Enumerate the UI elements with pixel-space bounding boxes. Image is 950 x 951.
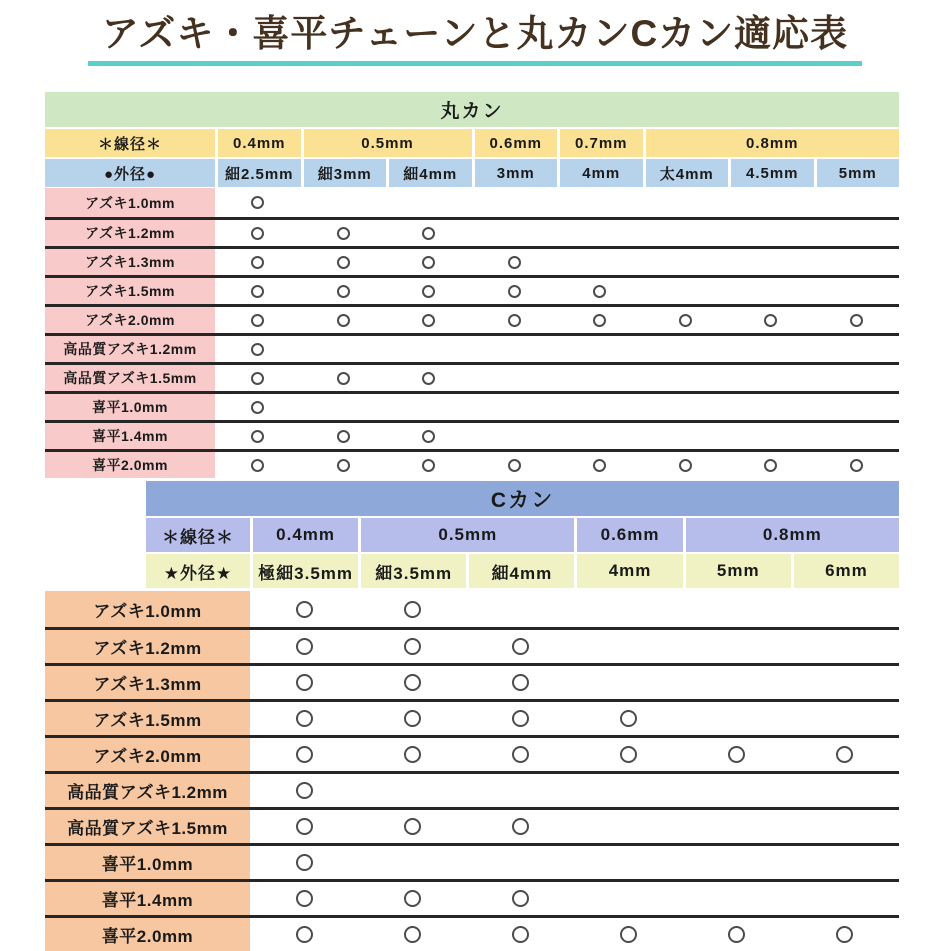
row-label: アズキ2.0mm (45, 738, 250, 771)
compat-cell (250, 702, 358, 735)
wire-size-header: 0.8mm (683, 518, 899, 552)
circle-mark-icon (404, 710, 421, 727)
outer-diameter-header: 6mm (791, 554, 899, 588)
wire-diameter-label: ＊線径＊ (45, 129, 215, 157)
circle-mark-icon (404, 818, 421, 835)
compat-cell (472, 307, 558, 333)
circle-mark-icon (512, 746, 529, 763)
compat-cell (814, 394, 900, 420)
row-label: 喜平1.0mm (45, 394, 215, 420)
circle-mark-icon (296, 818, 313, 835)
circle-mark-icon (296, 638, 313, 655)
compat-cell (472, 278, 558, 304)
wire-size-header: 0.5mm (358, 518, 574, 552)
ckan-table-title: Cカン (146, 481, 899, 516)
compat-cell (386, 336, 472, 362)
compat-cell (472, 365, 558, 391)
row-label: 喜平1.4mm (45, 882, 250, 915)
compat-cell (472, 394, 558, 420)
circle-mark-icon (296, 890, 313, 907)
compat-cell (683, 666, 791, 699)
circle-mark-icon (296, 710, 313, 727)
circle-mark-icon (251, 430, 264, 443)
compat-cell (386, 188, 472, 217)
circle-mark-icon (508, 256, 521, 269)
compat-cell (472, 249, 558, 275)
outer-diameter-label: ★外径★ (146, 554, 250, 588)
compat-cell (215, 423, 301, 449)
wire-size-header: 0.7mm (557, 129, 643, 157)
compat-cell (250, 774, 358, 807)
compat-cell (643, 220, 729, 246)
compat-cell (643, 394, 729, 420)
compat-cell (466, 666, 574, 699)
circle-mark-icon (337, 459, 350, 472)
outer-diameter-header: 4mm (574, 554, 682, 588)
circle-mark-icon (337, 285, 350, 298)
compat-cell (466, 774, 574, 807)
compat-cell (215, 365, 301, 391)
table-row (45, 391, 899, 420)
table-row (45, 420, 899, 449)
compat-cell (466, 630, 574, 663)
compat-cell (643, 452, 729, 478)
circle-mark-icon (508, 459, 521, 472)
compat-cell (791, 774, 899, 807)
compat-cell (643, 188, 729, 217)
compat-cell (643, 249, 729, 275)
compat-cell (250, 882, 358, 915)
compat-cell (728, 220, 814, 246)
row-label: アズキ1.5mm (45, 278, 215, 304)
compat-cell (728, 307, 814, 333)
row-label: 喜平2.0mm (45, 918, 250, 951)
compat-cell (814, 249, 900, 275)
circle-mark-icon (728, 926, 745, 943)
compat-cell (557, 249, 643, 275)
compat-cell (215, 188, 301, 217)
circle-mark-icon (620, 926, 637, 943)
compat-cell (301, 188, 387, 217)
compat-cell (574, 774, 682, 807)
compat-cell (215, 307, 301, 333)
circle-mark-icon (404, 746, 421, 763)
row-label: アズキ1.0mm (45, 591, 250, 627)
compat-cell (301, 336, 387, 362)
compat-cell (215, 394, 301, 420)
ckan-table-body (45, 591, 899, 951)
compat-cell (683, 918, 791, 951)
row-label: アズキ1.3mm (45, 666, 250, 699)
compat-cell (301, 220, 387, 246)
circle-mark-icon (337, 430, 350, 443)
compat-cell (250, 630, 358, 663)
circle-mark-icon (679, 459, 692, 472)
circle-mark-icon (337, 314, 350, 327)
compat-cell (301, 452, 387, 478)
compat-cell (791, 702, 899, 735)
compat-cell (386, 452, 472, 478)
compat-cell (557, 452, 643, 478)
row-label: アズキ1.0mm (45, 188, 215, 217)
row-label: アズキ2.0mm (45, 307, 215, 333)
compat-cell (215, 278, 301, 304)
compat-cell (728, 188, 814, 217)
row-label: 高品質アズキ1.5mm (45, 810, 250, 843)
compat-cell (791, 918, 899, 951)
compat-cell (728, 278, 814, 304)
circle-mark-icon (422, 227, 435, 240)
compat-cell (466, 702, 574, 735)
compat-cell (728, 423, 814, 449)
compat-cell (728, 365, 814, 391)
compat-cell (791, 738, 899, 771)
compat-cell (466, 846, 574, 879)
circle-mark-icon (251, 343, 264, 356)
wire-size-header: 0.8mm (643, 129, 900, 157)
circle-mark-icon (422, 285, 435, 298)
compat-cell (301, 307, 387, 333)
table-row (45, 246, 899, 275)
row-label: 高品質アズキ1.2mm (45, 774, 250, 807)
table-row (45, 217, 899, 246)
circle-mark-icon (404, 638, 421, 655)
table-row (45, 449, 899, 478)
circle-mark-icon (337, 256, 350, 269)
compat-cell (358, 591, 466, 627)
circle-mark-icon (296, 601, 313, 618)
compat-cell (683, 702, 791, 735)
row-label: アズキ1.3mm (45, 249, 215, 275)
compat-cell (466, 738, 574, 771)
circle-mark-icon (728, 746, 745, 763)
table-row (45, 735, 899, 771)
compat-cell (301, 394, 387, 420)
compat-cell (386, 307, 472, 333)
ckan-table-header (146, 481, 899, 588)
compat-cell (250, 666, 358, 699)
circle-mark-icon (836, 746, 853, 763)
compat-cell (814, 336, 900, 362)
compat-cell (466, 810, 574, 843)
compat-cell (301, 365, 387, 391)
compat-cell (215, 336, 301, 362)
circle-mark-icon (593, 285, 606, 298)
compat-cell (791, 666, 899, 699)
marukan-table-header (45, 92, 899, 187)
compat-cell (574, 918, 682, 951)
compat-cell (791, 846, 899, 879)
compat-cell (472, 220, 558, 246)
compat-cell (814, 423, 900, 449)
wire-size-header: 0.6mm (574, 518, 682, 552)
compat-cell (386, 249, 472, 275)
outer-diameter-header: 細4mm (466, 554, 574, 588)
compat-cell (557, 307, 643, 333)
outer-diameter-header: 太4mm (643, 159, 729, 187)
outer-diameter-header: 細4mm (386, 159, 472, 187)
compat-cell (728, 394, 814, 420)
circle-mark-icon (508, 314, 521, 327)
outer-diameter-header: 3mm (472, 159, 558, 187)
circle-mark-icon (764, 314, 777, 327)
circle-mark-icon (512, 674, 529, 691)
outer-diameter-header: 4.5mm (728, 159, 814, 187)
compat-cell (472, 188, 558, 217)
compat-cell (643, 365, 729, 391)
compat-cell (683, 810, 791, 843)
compat-cell (728, 452, 814, 478)
compat-cell (574, 630, 682, 663)
circle-mark-icon (512, 890, 529, 907)
table-row (45, 807, 899, 843)
page-header (0, 12, 950, 66)
row-label: 喜平2.0mm (45, 452, 215, 478)
row-label: アズキ1.5mm (45, 702, 250, 735)
compat-cell (814, 278, 900, 304)
circle-mark-icon (251, 372, 264, 385)
circle-mark-icon (404, 926, 421, 943)
table-row (45, 304, 899, 333)
compat-cell (574, 591, 682, 627)
circle-mark-icon (251, 285, 264, 298)
circle-mark-icon (251, 196, 264, 209)
compat-cell (466, 882, 574, 915)
compat-cell (683, 882, 791, 915)
outer-diameter-header: 細3.5mm (358, 554, 466, 588)
compat-cell (574, 738, 682, 771)
circle-mark-icon (296, 926, 313, 943)
compat-cell (557, 423, 643, 449)
circle-mark-icon (512, 710, 529, 727)
compat-cell (472, 336, 558, 362)
compat-cell (358, 774, 466, 807)
compat-cell (386, 278, 472, 304)
compat-cell (574, 846, 682, 879)
outer-diameter-header: 極細3.5mm (250, 554, 358, 588)
outer-diameter-header: 5mm (814, 159, 900, 187)
wire-size-header: 0.4mm (250, 518, 358, 552)
compat-cell (643, 423, 729, 449)
compat-cell (358, 882, 466, 915)
circle-mark-icon (512, 638, 529, 655)
compat-cell (814, 365, 900, 391)
compat-cell (358, 630, 466, 663)
compat-cell (683, 774, 791, 807)
compat-cell (358, 738, 466, 771)
circle-mark-icon (620, 746, 637, 763)
table-row (45, 879, 899, 915)
circle-mark-icon (764, 459, 777, 472)
compat-cell (215, 220, 301, 246)
circle-mark-icon (337, 372, 350, 385)
circle-mark-icon (251, 256, 264, 269)
circle-mark-icon (404, 890, 421, 907)
table-row (45, 771, 899, 807)
compat-cell (683, 738, 791, 771)
compat-cell (683, 846, 791, 879)
circle-mark-icon (836, 926, 853, 943)
compat-cell (574, 882, 682, 915)
compat-cell (386, 220, 472, 246)
compat-cell (386, 423, 472, 449)
circle-mark-icon (296, 854, 313, 871)
circle-mark-icon (679, 314, 692, 327)
compat-cell (466, 918, 574, 951)
compat-cell (215, 452, 301, 478)
row-label: 喜平1.0mm (45, 846, 250, 879)
circle-mark-icon (850, 459, 863, 472)
compat-cell (250, 738, 358, 771)
compat-cell (683, 591, 791, 627)
wire-size-header: 0.6mm (472, 129, 558, 157)
wire-diameter-label: ＊線径＊ (146, 518, 250, 552)
row-label: 高品質アズキ1.5mm (45, 365, 215, 391)
circle-mark-icon (404, 601, 421, 618)
circle-mark-icon (512, 818, 529, 835)
table-row (45, 362, 899, 391)
circle-mark-icon (593, 459, 606, 472)
wire-size-header: 0.5mm (301, 129, 472, 157)
compat-cell (472, 423, 558, 449)
row-label: アズキ1.2mm (45, 220, 215, 246)
marukan-table-body (45, 188, 899, 478)
compat-cell (728, 336, 814, 362)
page-title: アズキ・喜平チェーンと丸カンCカン適応表 (88, 12, 862, 66)
circle-mark-icon (620, 710, 637, 727)
marukan-table-title: 丸カン (45, 92, 899, 127)
circle-mark-icon (296, 746, 313, 763)
compat-cell (358, 702, 466, 735)
compat-cell (814, 307, 900, 333)
compat-cell (386, 365, 472, 391)
compat-cell (250, 810, 358, 843)
table-row (45, 915, 899, 951)
circle-mark-icon (508, 285, 521, 298)
compat-cell (814, 188, 900, 217)
circle-mark-icon (422, 430, 435, 443)
circle-mark-icon (593, 314, 606, 327)
circle-mark-icon (850, 314, 863, 327)
row-label: 高品質アズキ1.2mm (45, 336, 215, 362)
compat-cell (358, 666, 466, 699)
compat-cell (574, 702, 682, 735)
outer-diameter-header: 5mm (683, 554, 791, 588)
circle-mark-icon (422, 256, 435, 269)
row-label: 喜平1.4mm (45, 423, 215, 449)
compat-cell (574, 810, 682, 843)
table-row (45, 843, 899, 879)
circle-mark-icon (251, 314, 264, 327)
compat-cell (557, 188, 643, 217)
circle-mark-icon (404, 674, 421, 691)
compat-cell (301, 423, 387, 449)
table-row (45, 627, 899, 663)
circle-mark-icon (422, 459, 435, 472)
compat-cell (791, 810, 899, 843)
compat-cell (301, 249, 387, 275)
outer-diameter-header: 細3mm (301, 159, 387, 187)
circle-mark-icon (422, 372, 435, 385)
table-row (45, 333, 899, 362)
outer-diameter-header: 4mm (557, 159, 643, 187)
compat-cell (728, 249, 814, 275)
table-row (45, 663, 899, 699)
compat-cell (557, 394, 643, 420)
compat-cell (574, 666, 682, 699)
compat-cell (250, 591, 358, 627)
outer-diameter-label: ●外径● (45, 159, 215, 187)
compat-cell (472, 452, 558, 478)
circle-mark-icon (296, 782, 313, 799)
wire-size-header: 0.4mm (215, 129, 301, 157)
circle-mark-icon (337, 227, 350, 240)
compat-cell (683, 630, 791, 663)
table-row (45, 188, 899, 217)
compat-cell (643, 336, 729, 362)
compat-cell (557, 336, 643, 362)
circle-mark-icon (512, 926, 529, 943)
compat-cell (643, 307, 729, 333)
compat-cell (386, 394, 472, 420)
compat-cell (250, 846, 358, 879)
compat-cell (466, 591, 574, 627)
table-row (45, 275, 899, 304)
row-label: アズキ1.2mm (45, 630, 250, 663)
compat-cell (791, 882, 899, 915)
circle-mark-icon (296, 674, 313, 691)
compat-cell (358, 810, 466, 843)
compat-cell (250, 918, 358, 951)
circle-mark-icon (251, 401, 264, 414)
compat-cell (215, 249, 301, 275)
compat-cell (557, 278, 643, 304)
compat-cell (301, 278, 387, 304)
circle-mark-icon (251, 459, 264, 472)
compat-cell (791, 630, 899, 663)
compat-cell (358, 846, 466, 879)
circle-mark-icon (422, 314, 435, 327)
compat-cell (643, 278, 729, 304)
compat-cell (557, 220, 643, 246)
compat-cell (557, 365, 643, 391)
compat-cell (791, 591, 899, 627)
compat-cell (814, 220, 900, 246)
compat-cell (814, 452, 900, 478)
table-row (45, 591, 899, 627)
outer-diameter-header: 細2.5mm (215, 159, 301, 187)
compat-cell (358, 918, 466, 951)
table-row (45, 699, 899, 735)
circle-mark-icon (251, 227, 264, 240)
